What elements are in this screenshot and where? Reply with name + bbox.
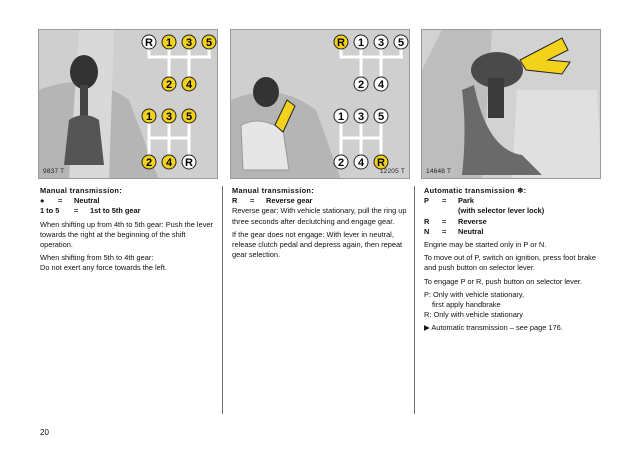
gear-pattern-bottom [142,109,196,169]
svg-text:3: 3 [165,111,173,123]
manual-shift-drawing [39,30,218,179]
paragraph: To engage P or R, push button on selector lever. [424,276,583,286]
svg-text:4: 4 [377,79,385,91]
svg-text:5: 5 [377,111,385,123]
park-subnote: (with selector lever lock) [458,206,545,216]
column-heading: Manual transmission: [232,186,314,195]
svg-text:4: 4 [165,157,173,169]
paragraph: Engine may be started only in P or N. [424,240,547,250]
page-reference-link[interactable]: ▶ Automatic transmission – see page 176. [424,323,563,333]
definition-row [424,196,600,206]
definition-value: Reverse [458,216,487,226]
svg-text:R: R [185,157,193,169]
definition-key: R [232,196,238,206]
svg-text:4: 4 [185,79,193,91]
note-line: R: Only with vehicle stationary [424,310,523,320]
paragraph: When shifting up from 4th to 5th gear: Push the lever towards the right at the beginning of the shift operation. [40,219,213,250]
automatic-selector-illustration [421,29,601,179]
svg-text:R: R [377,157,385,169]
paragraph-line: When shifting from 5th to 4th gear: [40,253,154,263]
definition-row [424,227,600,237]
definition-value: Reverse gear [266,196,313,206]
svg-text:5: 5 [185,111,193,123]
reverse-gear-illustration [230,29,410,179]
equals-sign: = [442,216,447,226]
image-code: 12205 T [379,168,405,175]
page-number: 20 [40,428,49,437]
svg-text:R: R [337,37,345,49]
column-divider [222,186,223,414]
image-code: 14648 T [426,168,452,175]
definition-row [40,196,216,206]
definition-value: Park [458,196,475,206]
definition-key: P [424,196,429,206]
neutral-dot-icon: ● [40,196,45,206]
column-heading: Automatic transmission ❄: [424,186,527,195]
svg-text:3: 3 [185,37,193,49]
paragraph: Reverse gear: With vehicle stationary, pull the ring up three seconds after declutching and engage gear. [232,206,407,226]
definition-row [424,217,600,227]
definition-key: N [424,226,430,236]
column-reverse-gear [232,186,408,263]
automatic-selector-drawing [422,30,601,179]
paragraph-line: Do not exert any force towards the left. [40,263,167,273]
definition-key: R [424,216,430,226]
svg-text:5: 5 [397,37,405,49]
equals-sign: = [442,226,447,236]
column-manual-neutral [40,186,216,277]
svg-text:1: 1 [337,111,345,123]
svg-text:3: 3 [377,37,385,49]
equals-sign: = [442,196,447,206]
equals-sign: = [74,206,79,216]
definition-row [40,206,216,216]
note-line: P: Only with vehicle stationary, [424,289,525,299]
paragraph: If the gear does not engage: With lever in neutral, release clutch pedal and depress again, then repeat gear selection. [232,229,403,260]
svg-text:1: 1 [165,37,173,49]
svg-text:5: 5 [205,37,213,49]
svg-text:2: 2 [165,79,173,91]
definition-value: Neutral [458,226,484,236]
svg-text:2: 2 [337,157,345,169]
column-divider [414,186,415,414]
manual-shift-illustration [38,29,218,179]
equals-sign: = [58,196,63,206]
definition-row [232,196,408,206]
definition-value: 1st to 5th gear [90,206,141,216]
column-automatic [424,186,600,337]
definition-key: 1 to 5 [40,206,60,216]
note-line: first apply handbrake [432,300,501,310]
definition-value: Neutral [74,196,100,206]
svg-text:2: 2 [357,79,365,91]
reverse-gear-drawing [231,30,410,179]
paragraph: To move out of P, switch on ignition, press foot brake and push button on selector lever. [424,253,596,273]
svg-text:3: 3 [357,111,365,123]
equals-sign: = [250,196,255,206]
svg-text:R: R [145,37,153,49]
svg-text:1: 1 [145,111,153,123]
image-code: 9837 T [43,168,65,175]
column-heading: Manual transmission: [40,186,122,195]
svg-text:2: 2 [145,157,153,169]
svg-text:4: 4 [357,157,365,169]
svg-text:1: 1 [357,37,365,49]
